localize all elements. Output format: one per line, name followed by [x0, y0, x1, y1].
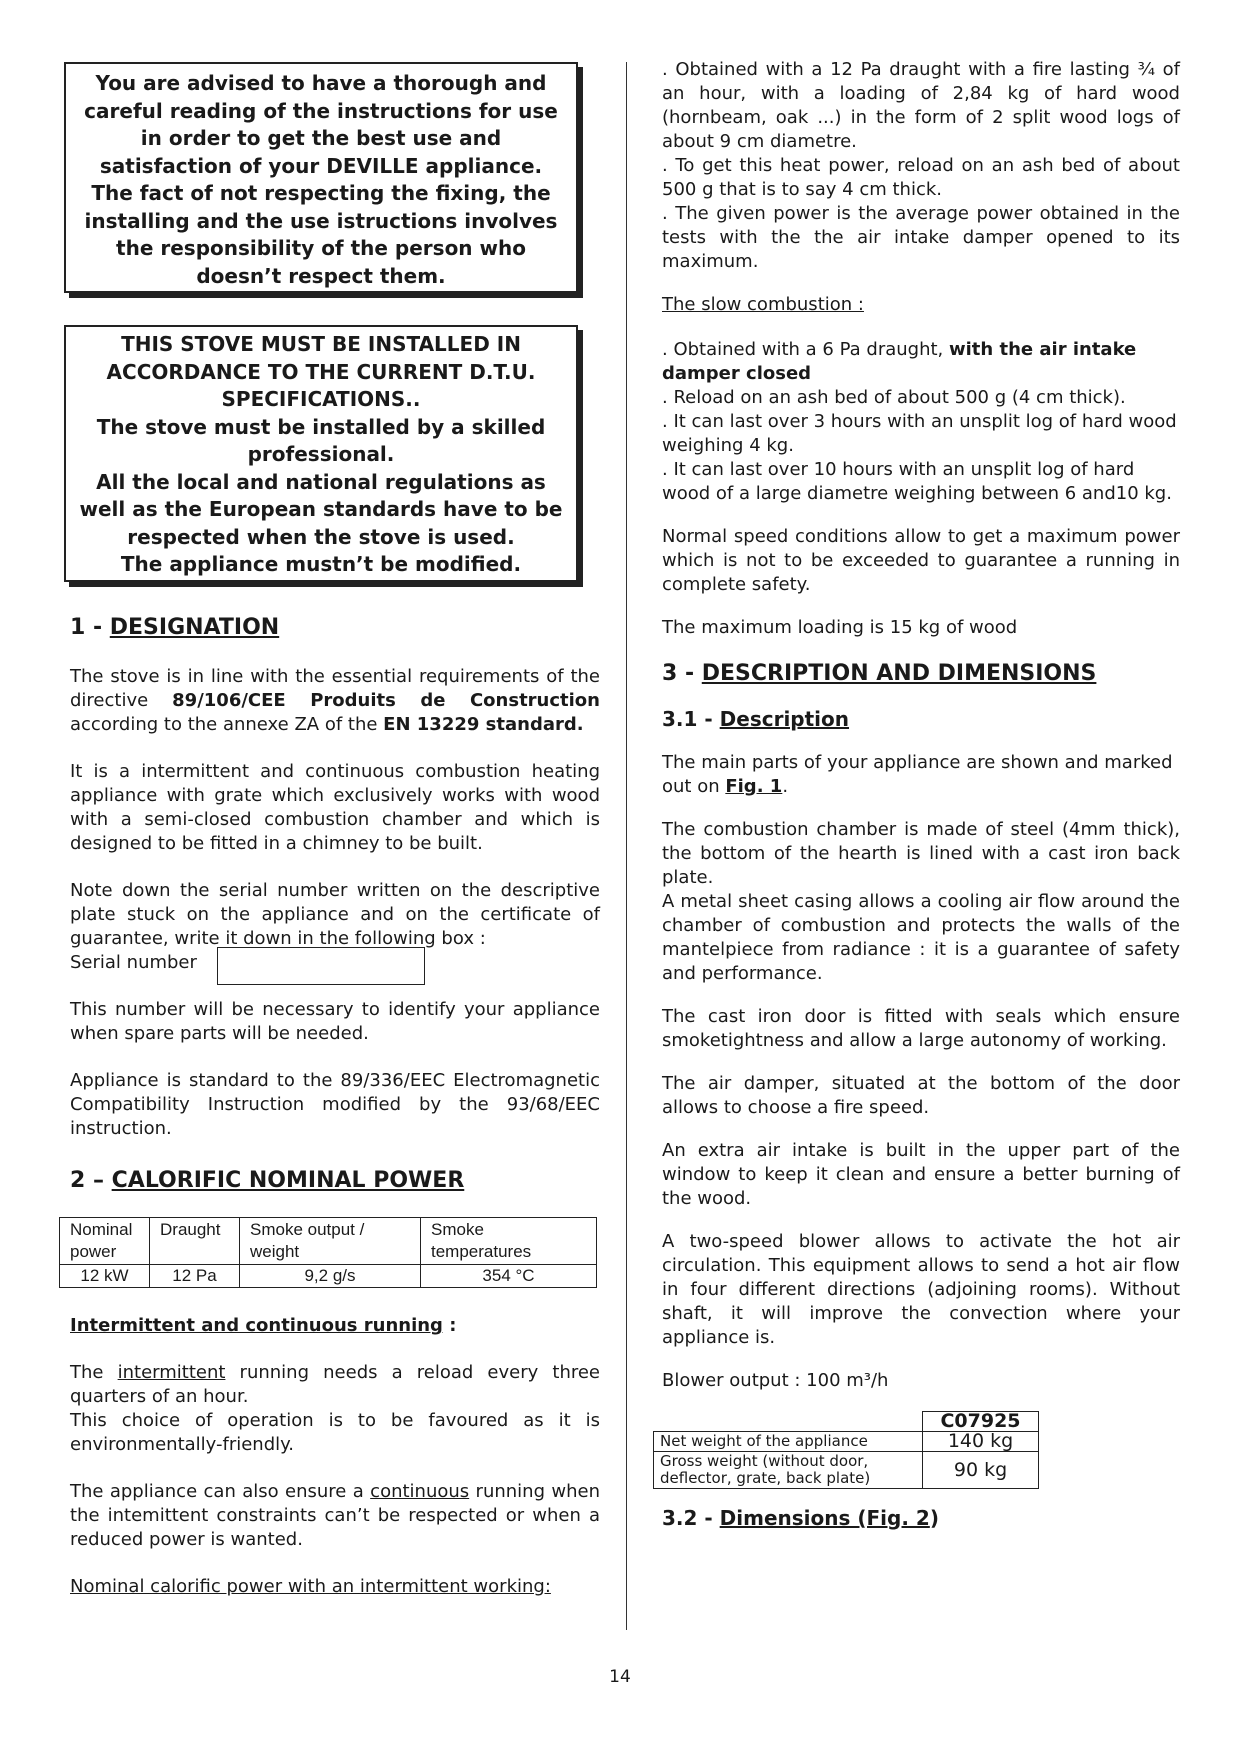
- nominal-power-subheading: Nominal calorific power with an intermittent working:: [70, 1576, 551, 1597]
- serial-row: [70, 951, 600, 975]
- weight-value-gross: 90 kg: [923, 1452, 1039, 1489]
- dimensions-number: 3.2 -: [662, 1506, 720, 1530]
- description-paragraph-1: [662, 751, 1180, 799]
- value-smoke-output: 9,2 g/s: [240, 1265, 421, 1288]
- blower-output: Blower output : 100 m³/h: [662, 1370, 889, 1391]
- weight-table-corner: [654, 1412, 923, 1432]
- weight-table: [653, 1411, 1039, 1489]
- running-paragraph-3: [70, 1480, 600, 1552]
- running-p1-a: The: [70, 1362, 118, 1383]
- header-nominal-power: Nominal power: [60, 1218, 150, 1265]
- slow-detail-2: . Reload on an ash bed of about 500 g (4 cm thick).: [662, 387, 1126, 408]
- description-heading: [662, 660, 1180, 688]
- p1-text-a: The stove is in line with the essential requirements of the directive: [70, 666, 600, 711]
- description-sub-number: 3.1 -: [662, 707, 720, 731]
- description-paragraph-3: A metal sheet casing allows a cooling air flow around the chamber of combustion and protects the walls of the mantelpiece from radiance : it is a guarantee of safety and performance.: [662, 891, 1180, 984]
- warning-box: [64, 62, 578, 293]
- serial-label: Serial number: [70, 952, 197, 973]
- description-paragraph-4: The cast iron door is fitted with seals which ensure smoketightness and allow a large autonomy of working.: [662, 1006, 1180, 1051]
- intermittent-detail-1: . Obtained with a 12 Pa draught with a fire lasting ¾ of an hour, with a loading of 2,84 kg of hard wood (hornbeam, oak ...) in the form of 2 split wood logs of about 9 cm diametre.: [662, 59, 1180, 152]
- install-text-3: All the local and national regulations as well as the European standards have to be respected when the stove is used.: [79, 469, 563, 549]
- dimensions-title: Dimensions (Fig. 2: [719, 1506, 930, 1530]
- power-heading: [70, 1167, 600, 1195]
- description-paragraph-5: The air damper, situated at the bottom of the door allows to choose a fire speed.: [662, 1073, 1180, 1118]
- designation-paragraph-5: Appliance is standard to the 89/336/EEC Electromagnetic Compatibility Instruction modified by the 93/68/EEC instruction.: [70, 1070, 600, 1139]
- weight-table-row: [654, 1452, 1039, 1489]
- designation-paragraph-3: Note down the serial number written on the descriptive plate stuck on the appliance and on the certificate of guarantee, write it down in the following box :: [70, 880, 600, 949]
- running-p1-b: running needs a reload every three quarters of an hour.: [70, 1362, 601, 1407]
- value-draught: 12 Pa: [150, 1265, 240, 1288]
- header-draught: Draught: [150, 1218, 240, 1265]
- running-paragraph-1: [70, 1361, 600, 1409]
- running-p1-intermittent: intermittent: [117, 1362, 226, 1383]
- p1-text-c: according to the annexe ZA of the: [70, 714, 384, 735]
- p1-standard: EN 13229 standard.: [383, 714, 584, 735]
- designation-paragraph-2: It is a intermittent and continuous combustion heating appliance with grate which exclusively works with wood with a semi-closed combustion chamber and which is designed to be fitted in a chimney to be built.: [70, 761, 600, 854]
- running-paragraph-2: This choice of operation is to be favoured as it is environmentally-friendly.: [70, 1410, 600, 1455]
- description-paragraph-2: The combustion chamber is made of steel (4mm thick), the bottom of the hearth is lined with a cast iron back plate.: [662, 819, 1180, 888]
- running-title: Intermittent and continuous running: [70, 1315, 443, 1336]
- left-column: [70, 62, 600, 1599]
- description-p1-b: .: [782, 776, 789, 797]
- designation-paragraph-1: [70, 665, 600, 737]
- page-number: 14: [609, 1667, 631, 1687]
- running-p3-continuous: continuous: [370, 1481, 470, 1502]
- serial-number-box[interactable]: [217, 947, 425, 985]
- power-table-value-row: [60, 1265, 597, 1288]
- intermittent-detail-2: . To get this heat power, reload on an ash bed of about 500 g that is to say 4 cm thick.: [662, 155, 1180, 200]
- install-box: [64, 325, 578, 582]
- running-heading: [70, 1314, 600, 1338]
- description-title: DESCRIPTION AND DIMENSIONS: [701, 661, 1097, 686]
- weight-table-model: C07925: [923, 1412, 1039, 1432]
- header-smoke-output: Smoke output / weight: [240, 1218, 421, 1265]
- designation-paragraph-4: This number will be necessary to identify your appliance when spare parts will be needed.: [70, 999, 600, 1044]
- description-sub-title: Description: [719, 707, 850, 731]
- power-table-header-row: [60, 1218, 597, 1265]
- designation-heading: [70, 614, 600, 642]
- running-p3-a: The appliance can also ensure a: [70, 1481, 371, 1502]
- slow-combustion-heading: The slow combustion :: [662, 294, 864, 315]
- description-paragraph-6: An extra air intake is built in the upper part of the window to keep it clean and ensure a better burning of the wood.: [662, 1140, 1180, 1209]
- description-subheading: [662, 706, 1180, 732]
- running-colon: :: [442, 1315, 457, 1336]
- install-text-2: The stove must be installed by a skilled professional.: [96, 414, 546, 466]
- intermittent-detail-3: . The given power is the average power obtained in the tests with the the air intake damper opened to its maximum.: [662, 203, 1180, 272]
- weight-table-header-row: [654, 1412, 1039, 1432]
- power-number: 2 –: [70, 1168, 112, 1193]
- max-loading-paragraph: The maximum loading is 15 kg of wood: [662, 617, 1018, 638]
- right-column: [662, 58, 1180, 1531]
- weight-table-row: [654, 1432, 1039, 1452]
- weight-value-net: 140 kg: [923, 1432, 1039, 1452]
- weight-label-net: Net weight of the appliance: [654, 1432, 923, 1452]
- header-smoke-temperatures: Smoke temperatures: [421, 1218, 597, 1265]
- power-table: [59, 1217, 597, 1288]
- value-nominal-power: 12 kW: [60, 1265, 150, 1288]
- warning-text-1: You are advised to have a thorough and careful reading of the instructions for use in order to get the best use and satisfaction of your DEVILLE appliance.: [84, 71, 558, 178]
- fig-1-reference: Fig. 1: [725, 776, 783, 797]
- column-divider: [626, 62, 627, 1630]
- slow-detail-1: [662, 338, 1180, 386]
- power-title: CALORIFIC NOMINAL POWER: [111, 1168, 465, 1193]
- slow-detail-4: . It can last over 10 hours with an unsplit log of hard wood of a large diametre weighing between 6 and10 kg.: [662, 459, 1172, 504]
- description-paragraph-7: A two-speed blower allows to activate the hot air circulation. This equipment allows to send a hot air flow in four different directions (adjoining rooms). Without shaft, it will improve the convection where your appliance is.: [662, 1231, 1180, 1348]
- slow-detail-3: . It can last over 3 hours with an unsplit log of hard wood weighing 4 kg.: [662, 411, 1177, 456]
- value-smoke-temperature: 354 °C: [421, 1265, 597, 1288]
- normal-speed-paragraph: Normal speed conditions allow to get a maximum power which is not to be exceeded to guarantee a running in complete safety.: [662, 526, 1180, 595]
- designation-title: DESIGNATION: [109, 615, 280, 640]
- slow-detail-1-a: . Obtained with a 6 Pa draught,: [662, 339, 949, 360]
- p1-directive: 89/106/CEE Produits de Construction: [172, 690, 600, 711]
- designation-number: 1 -: [70, 615, 110, 640]
- running-p3-b: running when the intemittent constraints can’t be respected or when a reduced power is wanted.: [70, 1481, 600, 1550]
- install-text-1: THIS STOVE MUST BE INSTALLED IN ACCORDANCE TO THE CURRENT D.T.U. SPECIFICATIONS..: [106, 332, 536, 411]
- warning-text-2: The fact of not respecting the fixing, the installing and the use istructions involves the responsibility of the person who doesn’t respect them.: [84, 181, 558, 288]
- description-p1-a: The main parts of your appliance are shown and marked out on: [662, 752, 1173, 797]
- description-number: 3 -: [662, 661, 702, 686]
- dimensions-heading: [662, 1505, 1180, 1531]
- dimensions-close-paren: ): [929, 1506, 939, 1530]
- install-text-4: The appliance mustn’t be modified.: [120, 552, 522, 576]
- weight-label-gross: Gross weight (without door, deflector, grate, back plate): [654, 1452, 923, 1489]
- slow-detail-1-bold: with the air intake damper closed: [662, 339, 1137, 384]
